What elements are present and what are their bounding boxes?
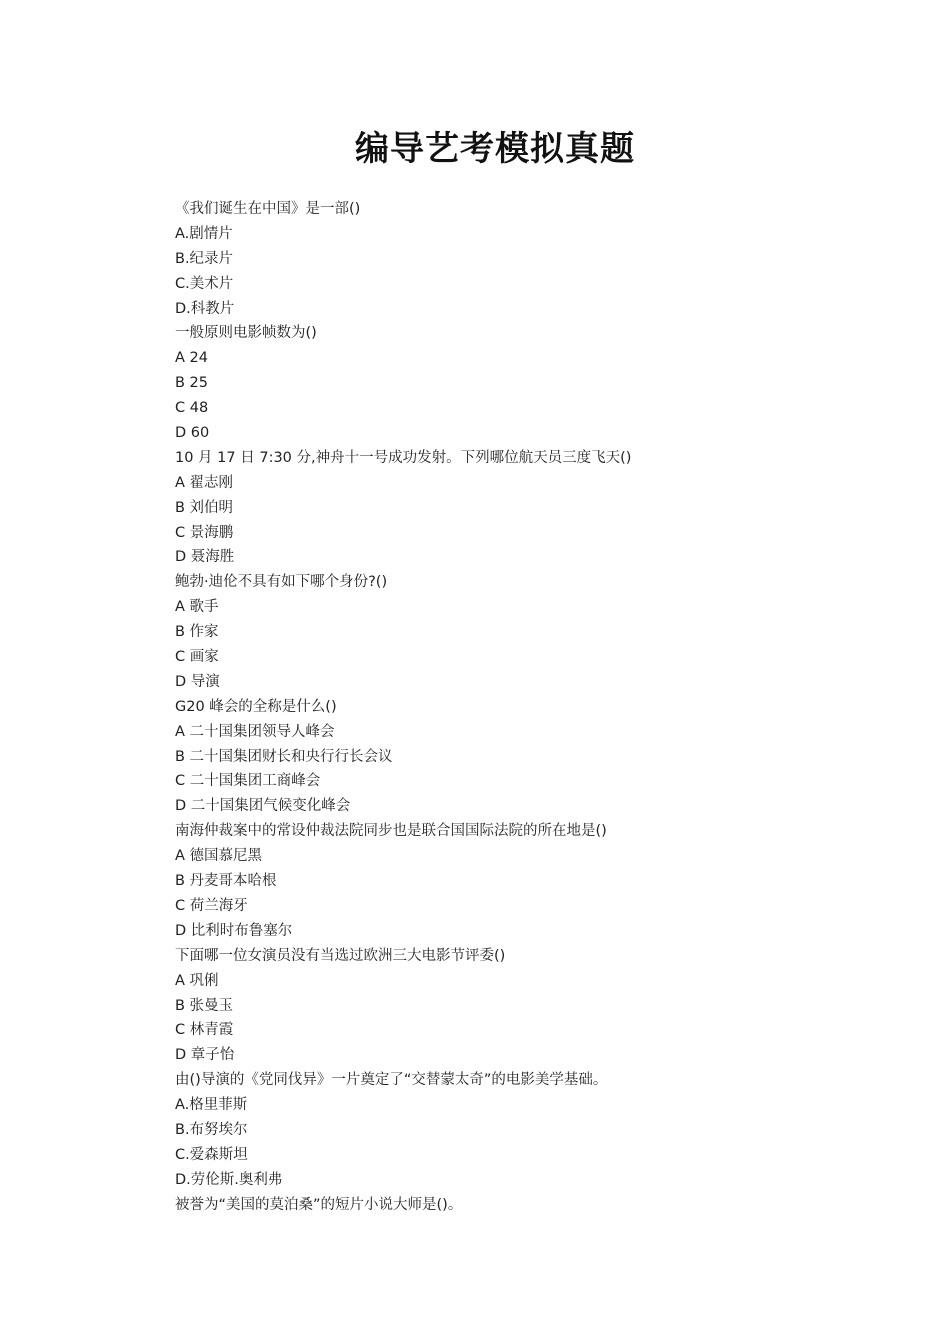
- answer-option: D 导演: [175, 673, 220, 690]
- answer-option: A 翟志刚: [175, 474, 234, 491]
- question-stem: 鲍勃·迪伦不具有如下哪个身份?(): [175, 574, 388, 591]
- answer-option: B 丹麦哥本哈根: [175, 873, 277, 890]
- answer-option: D 二十国集团气候变化峰会: [175, 798, 351, 815]
- answer-option: C 荷兰海牙: [175, 897, 248, 914]
- answer-option: A 德国慕尼黑: [175, 848, 263, 865]
- answer-option: D 章子怡: [175, 1047, 235, 1064]
- answer-option: C.美术片: [175, 275, 234, 292]
- answer-option: A.格里菲斯: [175, 1097, 248, 1114]
- answer-option: C 画家: [175, 649, 219, 666]
- answer-option: A 二十国集团领导人峰会: [175, 723, 335, 740]
- question-stem: G20 峰会的全称是什么(): [175, 698, 337, 715]
- answer-option: C 48: [175, 400, 209, 417]
- question-stem: 由()导演的《党同伐异》一片奠定了“交替蒙太奇”的电影美学基础。: [175, 1072, 608, 1089]
- question-stem: 被誉为“美国的莫泊桑”的短片小说大师是()。: [175, 1196, 463, 1213]
- answer-option: C 二十国集团工商峰会: [175, 773, 321, 790]
- answer-option: B 张曼玉: [175, 997, 234, 1014]
- answer-option: D.劳伦斯.奥利弗: [175, 1171, 283, 1188]
- answer-option: C.爱森斯坦: [175, 1146, 248, 1163]
- answer-option: B.纪录片: [175, 250, 234, 267]
- answer-option: B.布努埃尔: [175, 1121, 248, 1138]
- question-stem: 《我们诞生在中国》是一部(): [175, 201, 361, 217]
- answer-option: B 作家: [175, 624, 219, 641]
- question-stem: 下面哪一位女演员没有当选过欧洲三大电影节评委(): [175, 947, 506, 964]
- question-stem: 10 月 17 日 7:30 分,神舟十一号成功发射。下列哪位航天员三度飞天(): [175, 449, 632, 466]
- answer-option: C 景海鹏: [175, 524, 234, 541]
- answer-option: D 聂海胜: [175, 549, 235, 566]
- answer-option: A 歌手: [175, 599, 219, 616]
- answer-option: A 巩俐: [175, 972, 219, 989]
- question-stem: 一般原则电影帧数为(): [175, 325, 317, 342]
- answer-option: B 25: [175, 375, 209, 392]
- answer-option: A 24: [175, 350, 208, 367]
- answer-option: B 二十国集团财长和央行行长会议: [175, 748, 393, 765]
- answer-option: D.科教片: [175, 300, 235, 317]
- answer-option: D 比利时布鲁塞尔: [175, 922, 293, 939]
- question-list: [175, 197, 875, 1218]
- document-title: 编导艺考模拟真题: [355, 129, 635, 169]
- answer-option: A.剧情片: [175, 225, 233, 242]
- answer-option: D 60: [175, 425, 210, 442]
- question-stem: 南海仲裁案中的常设仲裁法院同步也是联合国国际法院的所在地是(): [175, 823, 607, 840]
- answer-option: B 刘伯明: [175, 499, 234, 516]
- answer-option: C 林青霞: [175, 1022, 234, 1039]
